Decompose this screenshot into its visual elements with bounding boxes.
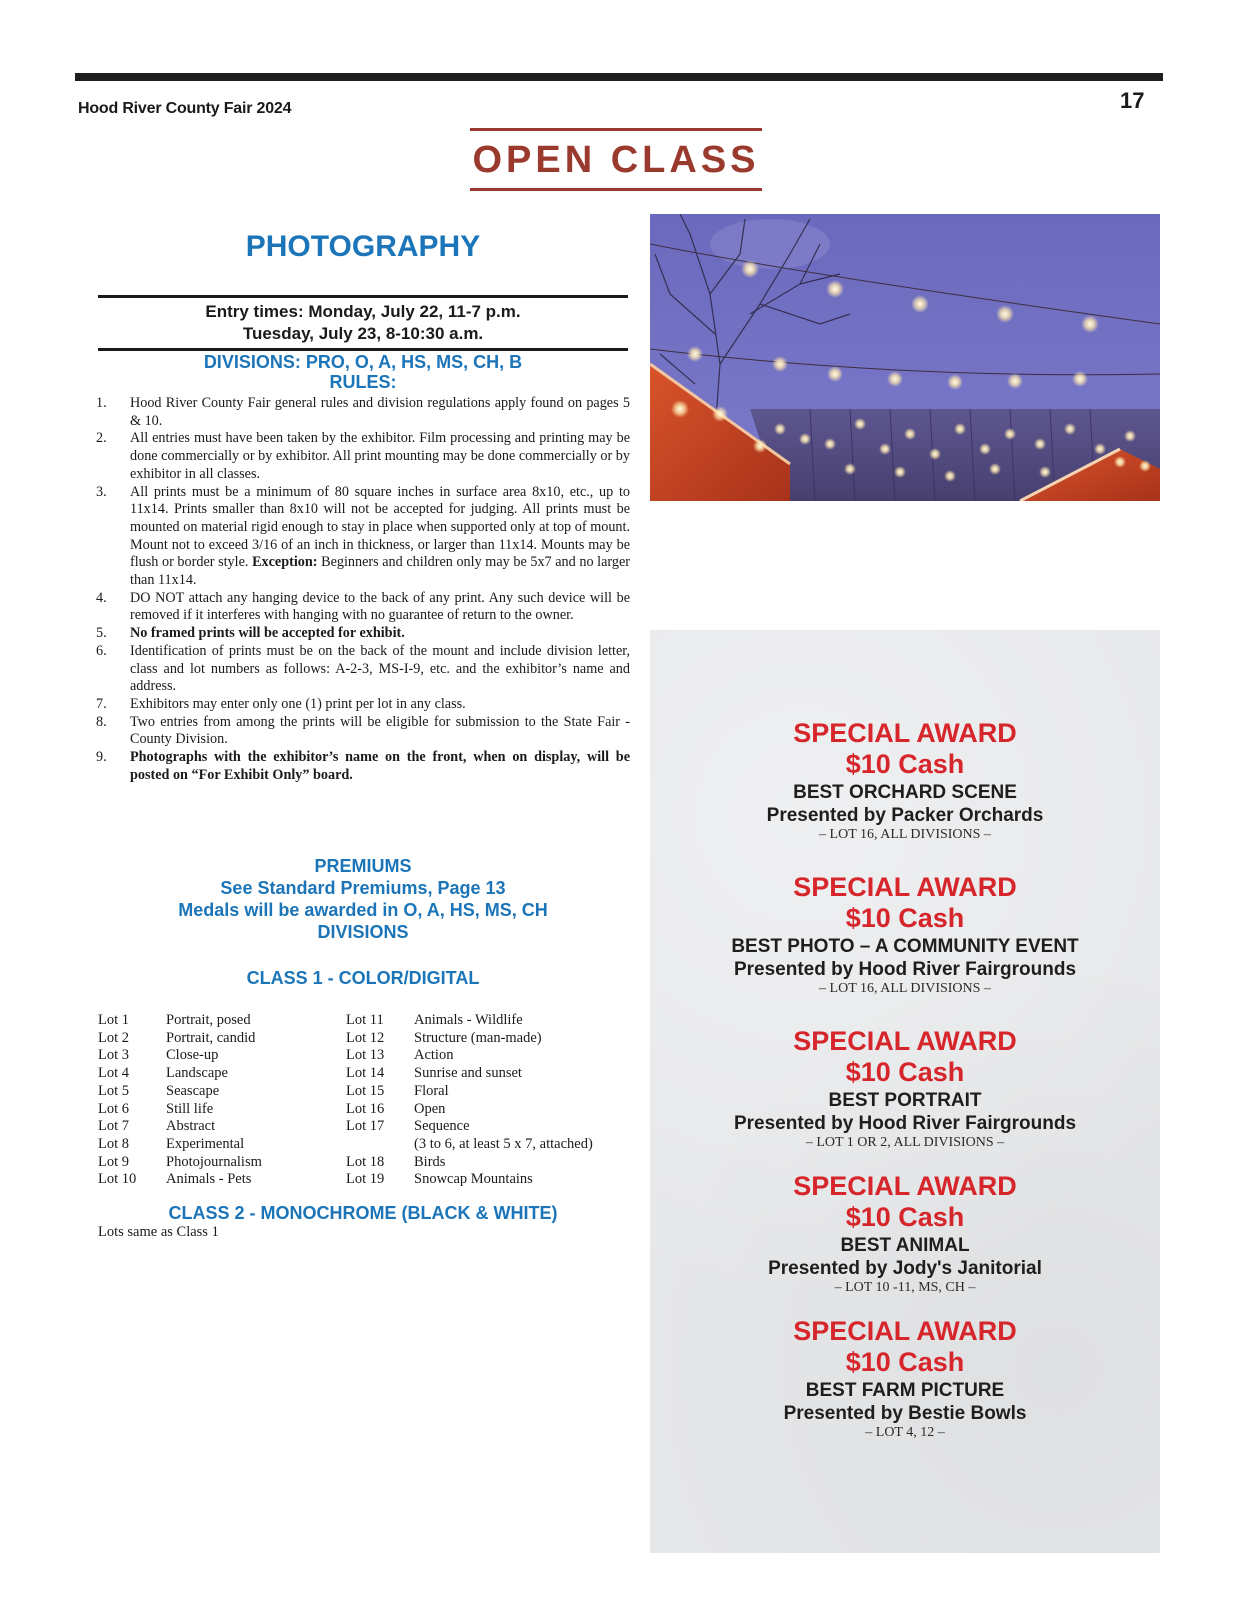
award-presenter: Presented by Bestie Bowls: [783, 1403, 1027, 1424]
premiums-block: [96, 855, 630, 943]
lot-row: [346, 1171, 593, 1189]
lot-description: Portrait, candid: [166, 1029, 256, 1046]
special-awards-panel: [650, 630, 1160, 1553]
lot-number: Lot 11: [346, 1012, 384, 1028]
lot-row: [346, 1136, 593, 1154]
rule-number: 7.: [96, 695, 107, 712]
special-award: [650, 1171, 1160, 1296]
premiums-heading: PREMIUMS: [314, 856, 412, 876]
lot-row: [98, 1047, 262, 1065]
lot-number: Lot 12: [346, 1029, 385, 1046]
premiums-line: See Standard Premiums, Page 13: [220, 878, 506, 898]
award-title: SPECIAL AWARD: [793, 872, 1017, 902]
rule-item: [96, 430, 630, 483]
lots-column-1: [98, 1012, 262, 1189]
rules-heading: RULES:: [329, 372, 397, 392]
lot-description: Snowcap Mountains: [414, 1171, 533, 1188]
lot-number: Lot 18: [346, 1153, 385, 1170]
lot-row: [346, 1083, 593, 1101]
award-lot: – LOT 16, ALL DIVISIONS –: [819, 827, 991, 842]
lot-row: [98, 1154, 262, 1172]
award-cash: $10 Cash: [845, 903, 965, 933]
rule-number: 5.: [96, 625, 107, 642]
lot-description: Animals - Wildlife: [414, 1012, 523, 1028]
rule-item: [96, 749, 630, 784]
rule-number: 9.: [96, 749, 107, 766]
lot-number: Lot 2: [98, 1029, 130, 1046]
award-presenter: Presented by Jody's Janitorial: [768, 1258, 1042, 1279]
lot-description: Portrait, posed: [166, 1012, 251, 1028]
lot-row: [98, 1101, 262, 1119]
lot-row: [98, 1030, 262, 1048]
section-banner-text: OPEN CLASS: [472, 139, 760, 181]
lot-row: [346, 1030, 593, 1048]
banner-rule-bottom: [470, 188, 762, 191]
rules-list: [96, 395, 630, 784]
rule-item: [96, 395, 630, 430]
award-name: BEST PORTRAIT: [828, 1090, 982, 1111]
award-name: BEST PHOTO – A COMMUNITY EVENT: [731, 936, 1079, 957]
photo-illustration: [650, 214, 1160, 501]
rule-exception-text: Beginners and children only may be 5x7 and no larger than 11x14.: [130, 554, 630, 589]
award-name: BEST ORCHARD SCENE: [793, 782, 1017, 803]
lot-description: Close-up: [166, 1047, 219, 1064]
lot-description: Seascape: [166, 1082, 220, 1099]
lot-number: Lot 19: [346, 1171, 385, 1188]
award-title: SPECIAL AWARD: [793, 718, 1017, 748]
lot-number: Lot 10: [98, 1171, 137, 1188]
lot-row: [346, 1065, 593, 1083]
rule-item: [96, 625, 630, 643]
lot-row: [98, 1012, 262, 1030]
award-cash: $10 Cash: [845, 749, 965, 779]
class2-title: CLASS 2 - MONOCHROME (BLACK & WHITE): [168, 1203, 558, 1223]
lot-number: Lot 14: [346, 1065, 385, 1082]
entry-times-line-1: Entry times: Monday, July 22, 11-7 p.m.: [205, 302, 521, 321]
class2-note: Lots same as Class 1: [98, 1224, 219, 1240]
lot-description: Sequence: [414, 1118, 470, 1135]
award-cash: $10 Cash: [845, 1202, 965, 1232]
award-presenter: Presented by Hood River Fairgrounds: [733, 1113, 1077, 1134]
lot-row: [98, 1065, 262, 1083]
top-rule: [75, 73, 1163, 81]
rule-number: 3.: [96, 483, 107, 500]
award-lot: – LOT 16, ALL DIVISIONS –: [819, 981, 991, 996]
award-name: BEST ANIMAL: [840, 1235, 970, 1256]
rule-item: [96, 590, 630, 625]
award-cash: $10 Cash: [845, 1057, 965, 1087]
lot-number: Lot 3: [98, 1047, 130, 1064]
rule-item: [96, 484, 630, 590]
award-title: SPECIAL AWARD: [793, 1316, 1017, 1346]
rule-text: All prints must be a minimum of 80 square inches in surface area 8x10, etc., up to 11x14. Prints smaller than 8x10 will not be accepted for judging. All prints must be mounted on material rigid enough to stay in place when supported only at top of mount. Mount not to exceed 3/16 of an inch in thickness, or larger than 11x14. Mounts may be flush or border style.: [130, 483, 630, 571]
lot-description: Floral: [414, 1082, 449, 1099]
lot-description: Birds: [414, 1153, 446, 1170]
award-presenter: Presented by Hood River Fairgrounds: [733, 959, 1077, 980]
lot-row: [346, 1047, 593, 1065]
rule-text: Hood River County Fair general rules and division regulations apply found on pages 5 & 10.: [130, 395, 630, 429]
special-award: [650, 1026, 1160, 1151]
lot-number: Lot 17: [346, 1118, 385, 1135]
lot-number: Lot 16: [346, 1100, 385, 1117]
lot-number: Lot 5: [98, 1082, 130, 1099]
lot-row: [346, 1012, 593, 1030]
lot-description: Abstract: [166, 1118, 216, 1135]
class1-title: CLASS 1 - COLOR/DIGITAL: [246, 968, 480, 988]
award-lot: – LOT 10 -11, MS, CH –: [834, 1280, 976, 1295]
lot-description: Photojournalism: [166, 1153, 262, 1170]
lot-number: Lot 6: [98, 1100, 130, 1117]
lot-description: Animals - Pets: [166, 1171, 252, 1188]
rule-text: Identification of prints must be on the back of the mount and include division letter, class and lot numbers as follows: A-2-3, MS-I-9, etc. and the exhibitor’s name and address.: [130, 642, 630, 695]
premiums-line: Medals will be awarded in O, A, HS, MS, CH: [178, 900, 548, 920]
rule-text: Two entries from among the prints will be eligible for submission to the State Fair - County Division.: [130, 713, 630, 748]
rule-number: 6.: [96, 642, 107, 659]
rule-number: 8.: [96, 713, 107, 730]
award-presenter: Presented by Packer Orchards: [766, 805, 1044, 826]
lot-number: Lot 15: [346, 1082, 385, 1099]
rule-item: [96, 696, 630, 714]
rule-number: 2.: [96, 430, 107, 447]
award-name: BEST FARM PICTURE: [805, 1380, 1005, 1401]
lot-row: [98, 1136, 262, 1154]
lot-row: [346, 1118, 593, 1136]
lot-number: Lot 13: [346, 1047, 385, 1064]
rule-text: Photographs with the exhibitor’s name on the front, when on display, will be posted on “For Exhibit Only” board.: [130, 749, 630, 783]
divisions-heading: [96, 352, 630, 392]
lot-row: [98, 1171, 262, 1189]
special-award: [650, 872, 1160, 997]
lot-description: (3 to 6, at least 5 x 7, attached): [414, 1135, 593, 1152]
lot-row: [98, 1118, 262, 1136]
rule-item: [96, 714, 630, 749]
rule-number: 4.: [96, 589, 107, 606]
rule-exception-label: Exception:: [252, 554, 318, 571]
rule-text: Exhibitors may enter only one (1) print per lot in any class.: [130, 695, 466, 712]
lot-number: Lot 9: [98, 1153, 130, 1170]
lot-description: Structure (man-made): [414, 1029, 542, 1046]
lot-description: Landscape: [166, 1065, 228, 1082]
award-lot: – LOT 4, 12 –: [865, 1425, 945, 1440]
divisions-text: DIVISIONS: PRO, O, A, HS, MS, CH, B: [203, 352, 523, 372]
award-title: SPECIAL AWARD: [793, 1026, 1017, 1056]
lot-description: Experimental: [166, 1135, 245, 1152]
lot-number: Lot 7: [98, 1118, 130, 1135]
lot-number: [346, 1136, 414, 1154]
special-award: [650, 1316, 1160, 1441]
lot-number: Lot 1: [98, 1012, 130, 1028]
lot-row: [346, 1101, 593, 1119]
lot-description: Still life: [166, 1100, 214, 1117]
section-banner: [470, 128, 762, 191]
rule-item: [96, 643, 630, 696]
award-title: SPECIAL AWARD: [793, 1171, 1017, 1201]
lots-column-2: [346, 1012, 593, 1189]
string-lights-photo: [650, 214, 1160, 501]
lot-row: [346, 1154, 593, 1172]
running-head: Hood River County Fair 2024: [78, 100, 292, 117]
special-award: [650, 718, 1160, 843]
lot-number: Lot 4: [98, 1065, 130, 1082]
lot-number: Lot 8: [98, 1135, 130, 1152]
lot-description: Action: [414, 1047, 454, 1064]
entry-times-line-2: Tuesday, July 23, 8-10:30 a.m.: [242, 324, 484, 343]
rule-text: DO NOT attach any hanging device to the back of any print. Any such device will be removed if it interferes with hanging with no guarantee of return to the owner.: [130, 589, 630, 624]
premiums-line: DIVISIONS: [317, 922, 409, 942]
award-lot: – LOT 1 OR 2, ALL DIVISIONS –: [805, 1135, 1005, 1150]
award-cash: $10 Cash: [845, 1347, 965, 1377]
entry-times: [98, 295, 628, 351]
rule-text: No framed prints will be accepted for exhibit.: [130, 625, 405, 642]
rule-number: 1.: [96, 395, 107, 411]
lot-description: Open: [414, 1100, 446, 1117]
lot-row: [98, 1083, 262, 1101]
page-number: 17: [1120, 88, 1145, 113]
lot-description: Sunrise and sunset: [414, 1065, 522, 1082]
banner-rule-top: [470, 128, 762, 131]
department-title: PHOTOGRAPHY: [245, 230, 481, 263]
rule-text: All entries must have been taken by the exhibitor. Film processing and printing may be done commercially or by exhibitor. All print mounting may be done commercially or by exhibitor in all classes.: [130, 430, 630, 482]
